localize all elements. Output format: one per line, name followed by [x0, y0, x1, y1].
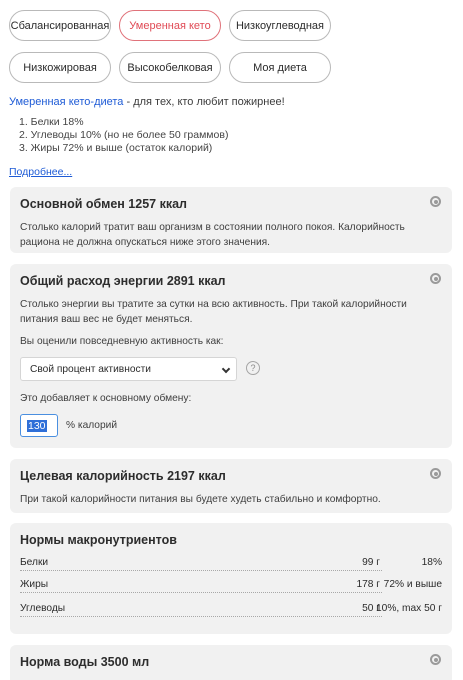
dotted-leader [20, 592, 382, 593]
activity-percent-input[interactable] [20, 414, 58, 437]
added-label: Это добавляет к основному обмену: [20, 393, 192, 404]
activity-percent-value: 130 [28, 419, 46, 432]
activity-label: Вы оценили повседневную активность как: [20, 336, 224, 347]
macro-grams: 50 г [359, 603, 380, 614]
activity-select[interactable] [20, 357, 237, 381]
diet-tab-moderate-keto[interactable]: Умеренная кето [119, 10, 221, 41]
bmr-description: Столько калорий тратит ваш организм в состоянии полного покоя. Калорийность рациона не должна опускаться ниже этого значения. [20, 222, 405, 248]
diet-tab-high-protein[interactable]: Высокобелковая [119, 52, 221, 83]
more-link[interactable]: Подробнее... [9, 166, 73, 178]
diet-rule-item: 2. Углеводы 10% (но не более 50 граммов) [19, 129, 229, 141]
macro-share: 18% [421, 557, 442, 568]
diet-tab-low-fat[interactable]: Низкожировая [9, 52, 111, 83]
diet-intro-text: - для тех, кто любит пожирнее! [123, 96, 285, 108]
gear-icon[interactable] [430, 196, 441, 207]
percent-unit-label: % калорий [66, 420, 118, 431]
diet-rule-item: 3. Жиры 72% и выше (остаток калорий) [19, 142, 213, 154]
macro-name: Углеводы [20, 603, 66, 614]
target-title: Целевая калорийность 2197 ккал [20, 469, 226, 483]
diet-tabs-row-1 [9, 10, 331, 41]
target-description: При такой калорийности питания вы будете худеть стабильно и комфортно. [20, 494, 381, 505]
gear-icon[interactable] [430, 654, 441, 665]
bmr-title: Основной обмен 1257 ккал [20, 197, 187, 211]
macro-share: 10%, max 50 г [375, 603, 442, 614]
diet-rules-list [19, 116, 228, 155]
macro-name: Жиры [20, 579, 49, 590]
macro-row [20, 557, 442, 571]
diet-rule-item: 1. Белки 18% [19, 116, 84, 128]
diet-intro-name: Умеренная кето-диета [9, 96, 124, 108]
dotted-leader [20, 616, 382, 617]
diet-tabs-row-2 [9, 52, 331, 83]
tdee-card [10, 264, 452, 448]
gear-icon[interactable] [430, 273, 441, 284]
bmr-card [10, 187, 452, 253]
diet-tab-my-diet[interactable]: Моя диета [229, 52, 331, 83]
macro-name: Белки [20, 557, 49, 568]
chevron-down-icon [222, 365, 230, 373]
dotted-leader [20, 570, 382, 571]
macro-share: 72% и выше [383, 579, 442, 590]
macro-grams: 178 г [353, 579, 380, 590]
macros-card [10, 523, 452, 634]
macro-grams: 99 г [359, 557, 380, 568]
diet-tab-low-carb[interactable]: Низкоуглеводная [229, 10, 331, 41]
water-card [10, 645, 452, 680]
help-icon[interactable]: ? [246, 361, 260, 375]
macro-row [20, 603, 442, 617]
macro-row [20, 579, 442, 593]
water-title: Норма воды 3500 мл [20, 655, 150, 669]
gear-icon[interactable] [430, 468, 441, 479]
activity-select-value: Свой процент активности [30, 363, 151, 375]
macros-title: Нормы макронутриентов [20, 533, 177, 547]
diet-tab-balanced[interactable]: Сбалансированная [9, 10, 111, 41]
tdee-description: Столько энергии вы тратите за сутки на всю активность. При такой калорийности питания ваш вес не будет меняться. [20, 299, 407, 325]
diet-intro [9, 96, 285, 108]
tdee-title: Общий расход энергии 2891 ккал [20, 274, 226, 288]
target-card [10, 459, 452, 513]
